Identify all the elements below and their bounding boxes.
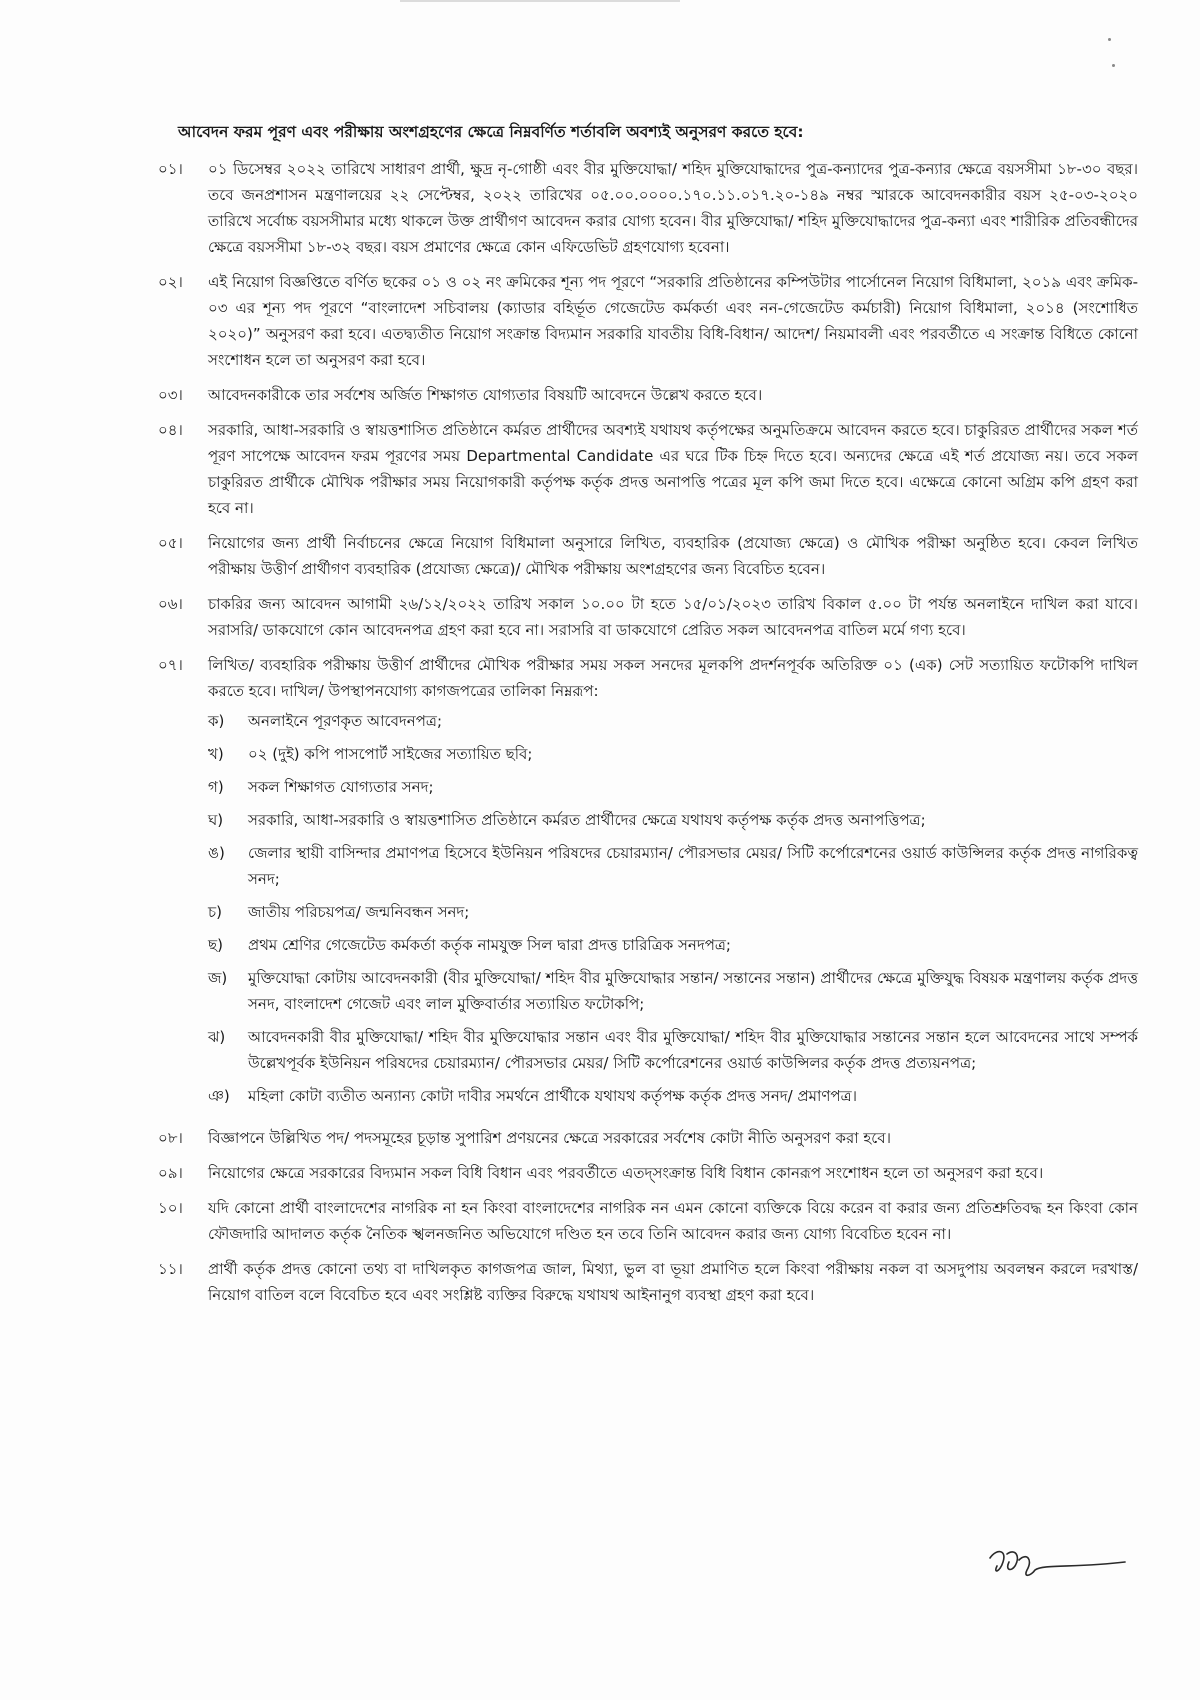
checklist-item-label: খ): [208, 745, 224, 763]
clause-text: লিখিত/ ব্যবহারিক পরীক্ষায় উত্তীর্ণ প্রার্থীদের মৌখিক পরীক্ষার সময় সকল সনদের মূলকপি প্রদর্শনপূর্বক অতিরিক্ত ০১ (এক) সেট সত্যায়িত ফটোকপি দাখিল করতে হবে। দাখিল/ উপস্থাপনযোগ্য কাগজপত্রের তালিকা নিম্নরূপ:: [208, 656, 1138, 700]
checklist-item-text: সরকারি, আধা-সরকারি ও স্বায়ত্তশাসিত প্রতিষ্ঠানে কর্মরত প্রার্থীদের ক্ষেত্রে যথাযথ কর্তৃপক্ষ কর্তৃক প্রদত্ত অনাপত্তিপত্র;: [248, 811, 926, 829]
clause-item: [158, 269, 1138, 373]
clause-number: ০৮।: [158, 1129, 183, 1147]
checklist-item: [208, 774, 1138, 800]
clause-body: [208, 530, 1138, 582]
checklist-item-text: অনলাইনে পূরণকৃত আবেদনপত্র;: [248, 712, 443, 730]
checklist-item-label: ঙ): [208, 844, 225, 862]
clause-number: ১১।: [158, 1260, 183, 1278]
clause-item: [158, 417, 1138, 521]
clause-text: আবেদনকারীকে তার সর্বশেষ অর্জিত শিক্ষাগত যোগ্যতার বিষয়টি আবেদনে উল্লেখ করতে হবে।: [208, 386, 763, 404]
clause-number: ০৪।: [158, 421, 183, 439]
clause-text: যদি কোনো প্রার্থী বাংলাদেশের নাগরিক না হন কিংবা বাংলাদেশের নাগরিক নন এমন কোনো ব্যক্তিকে বিয়ে করেন বা করার জন্য প্রতিশ্রুতিবদ্ধ হন কিংবা কোন ফৌজদারি আদালত কর্তৃক নৈতিক স্খলনজনিত অভিযোগে দণ্ডিত হন তবে তিনি আবেদন করার জন্য যোগ্য বিবেচিত হবেন না।: [208, 1199, 1138, 1243]
clause-body: [208, 1195, 1138, 1247]
clause-body: [208, 156, 1138, 260]
signature-mark: [985, 1540, 1135, 1590]
checklist-item-label: ঞ): [208, 1087, 230, 1105]
clause-item: [158, 1256, 1138, 1308]
clause-text: ০১ ডিসেম্বর ২০২২ তারিখে সাধারণ প্রার্থী, ক্ষুদ্র নৃ-গোষ্ঠী এবং বীর মুক্তিযোদ্ধা/ শহিদ মুক্তিযোদ্ধাদের পুত্র-কন্যাদের পুত্র-কন্যার ক্ষেত্রে বয়সসীমা ১৮-৩০ বছর। তবে জনপ্রশাসন মন্ত্রণালয়ের ২২ সেপ্টেম্বর, ২০২২ তারিখের ০৫.০০.০০০০.১৭০.১১.০১৭.২০-১৪৯ নম্বর স্মারকে আবেদনকারীর বয়স ২৫-০৩-২০২০ তারিখে সর্বোচ্চ বয়সসীমার মধ্যে থাকলে উক্ত প্রার্থীগণ আবেদন করার যোগ্য হবেন। বীর মুক্তিযোদ্ধা/ শহিদ মুক্তিযোদ্ধাদের পুত্র-কন্যা এবং শারীরিক প্রতিবন্ধীদের ক্ষেত্রে বয়সসীমা ১৮-৩২ বছর। বয়স প্রমাণের ক্ষেত্রে কোন এফিডেভিট গ্রহণযোগ্য হবেনা।: [208, 160, 1138, 256]
checklist-item: [208, 741, 1138, 767]
checklist-item: [208, 807, 1138, 833]
document-checklist: [208, 708, 1138, 1109]
clause-text: সরকারি, আধা-সরকারি ও স্বায়ত্তশাসিত প্রতিষ্ঠানে কর্মরত প্রার্থীদের অবশ্যই যথাযথ কর্তৃপক্ষের অনুমতিক্রমে আবেদন করতে হবে। চাকুরিরত প্রার্থীদের সকল শর্ত পূরণ সাপেক্ষে আবেদন ফরম পূরণের সময় Departmental Candidate এর ঘরে টিক চিহ্ন দিতে হবে। অন্যদের ক্ষেত্রে এই শর্ত প্রযোজ্য নয়। তবে সকল চাকুরিরত প্রার্থীকে মৌখিক পরীক্ষার সময় নিয়োগকারী কর্তৃপক্ষ কর্তৃক প্রদত্ত অনাপত্তি পত্রের মূল কপি জমা দিতে হবে। এক্ষেত্রে কোনো অগ্রিম কপি গ্রহণ করা হবে না।: [208, 421, 1138, 517]
clause-text: নিয়োগের ক্ষেত্রে সরকারের বিদ্যমান সকল বিধি বিধান এবং পরবর্তীতে এতদ্সংক্রান্ত বিধি বিধান কোনরূপ সংশোধন হলে তা অনুসরণ করা হবে।: [208, 1164, 1044, 1182]
clause-body: [208, 1256, 1138, 1308]
clause-number: ০১।: [158, 160, 183, 178]
clause-item: [158, 1195, 1138, 1247]
clause-number: ০৫।: [158, 534, 183, 552]
clause-body: [208, 1125, 1138, 1151]
clause-item: [158, 156, 1138, 260]
scan-speck: [1108, 38, 1111, 41]
checklist-item-label: ক): [208, 712, 225, 730]
clause-number: ০৬।: [158, 595, 183, 613]
clause-text: চাকরির জন্য আবেদন আগামী ২৬/১২/২০২২ তারিখ সকাল ১০.০০ টা হতে ১৫/০১/২০২৩ তারিখ বিকাল ৫.০০ টা পর্যন্ত অনলাইনে দাখিল করা যাবে। সরাসরি/ ডাকযোগে কোন আবেদনপত্র গ্রহণ করা হবে না। সরাসরি বা ডাকযোগে প্রেরিত সকল আবেদনপত্র বাতিল মর্মে গণ্য হবে।: [208, 595, 1138, 639]
scan-speck: [1112, 64, 1115, 67]
checklist-item-label: ঘ): [208, 811, 224, 829]
scan-top-mark: [400, 0, 680, 8]
clause-item: [158, 382, 1138, 408]
checklist-item: [208, 1024, 1138, 1076]
checklist-item: [208, 932, 1138, 958]
checklist-item-text: মহিলা কোটা ব্যতীত অন্যান্য কোটা দাবীর সমর্থনে প্রার্থীকে যথাযথ কর্তৃপক্ষ কর্তৃক প্রদত্ত সনদ/ প্রমাণপত্র।: [248, 1087, 857, 1105]
clause-text: এই নিয়োগ বিজ্ঞপ্তিতে বর্ণিত ছকের ০১ ও ০২ নং ক্রমিকের শূন্য পদ পূরণে “সরকারি প্রতিষ্ঠানের কম্পিউটার পার্সোনেল নিয়োগ বিধিমালা, ২০১৯ এবং ক্রমিক- ০৩ এর শূন্য পদ পূরণে “বাংলাদেশ সচিবালয় (ক্যাডার বহির্ভূত গেজেটেড কর্মকর্তা এবং নন-গেজেটেড কর্মচারী) নিয়োগ বিধিমালা, ২০১৪ (সংশোধিত ২০২০)” অনুসরণ করা হবে। এতদ্ব্যতীত নিয়োগ সংক্রান্ত বিদ্যমান সরকারি যাবতীয় বিধি-বিধান/ আদেশ/ নিয়মাবলী এবং পরবর্তীতে এ সংক্রান্ত বিধিতে কোনো সংশোধন হলে তা অনুসরণ করা হবে।: [208, 273, 1138, 369]
checklist-item-text: আবেদনকারী বীর মুক্তিযোদ্ধা/ শহিদ বীর মুক্তিযোদ্ধার সন্তান এবং বীর মুক্তিযোদ্ধা/ শহিদ বীর মুক্তিযোদ্ধার সন্তানের সন্তান হলে আবেদনের সাথে সম্পর্ক উল্লেখপূর্বক ইউনিয়ন পরিষদের চেয়ারম্যান/ পৌরসভার মেয়র/ সিটি কর্পোরেশনের ওয়ার্ড কাউন্সিলর কর্তৃক প্রদত্ত প্রত্যয়নপত্র;: [248, 1028, 1138, 1072]
checklist-item: [208, 1083, 1138, 1109]
clause-item: [158, 1160, 1138, 1186]
clause-number: ১০।: [158, 1199, 183, 1217]
checklist-item-label: ছ): [208, 936, 223, 954]
clause-body: [208, 591, 1138, 643]
checklist-item-text: ০২ (দুই) কপি পাসপোর্ট সাইজের সত্যায়িত ছবি;: [248, 745, 533, 763]
checklist-item-label: গ): [208, 778, 224, 796]
checklist-item: [208, 840, 1138, 892]
checklist-item-label: চ): [208, 903, 222, 921]
checklist-item-label: জ): [208, 969, 228, 987]
checklist-item-text: প্রথম শ্রেণির গেজেটেড কর্মকর্তা কর্তৃক নামযুক্ত সিল দ্বারা প্রদত্ত চারিত্রিক সনদপত্র;: [248, 936, 731, 954]
clause-item: [158, 652, 1138, 1116]
checklist-item-text: জাতীয় পরিচয়পত্র/ জন্মনিবন্ধন সনদ;: [248, 903, 470, 921]
checklist-item-text: জেলার স্থায়ী বাসিন্দার প্রমাণপত্র হিসেবে ইউনিয়ন পরিষদের চেয়ারম্যান/ পৌরসভার মেয়র/ সিটি কর্পোরেশনের ওয়ার্ড কাউন্সিলর কর্তৃক প্রদত্ত নাগরিকত্ব সনদ;: [248, 844, 1138, 888]
checklist-item: [208, 708, 1138, 734]
checklist-item-text: মুক্তিযোদ্ধা কোটায় আবেদনকারী (বীর মুক্তিযোদ্ধা/ শহিদ বীর মুক্তিযোদ্ধার সন্তান/ সন্তানের সন্তান) প্রার্থীদের ক্ষেত্রে মুক্তিযুদ্ধ বিষয়ক মন্ত্রণালয় কর্তৃক প্রদত্ত সনদ, বাংলাদেশ গেজেট এবং লাল মুক্তিবার্তার সত্যায়িত ফটোকপি;: [248, 969, 1138, 1013]
clause-body: [208, 417, 1138, 521]
clause-number: ০৯।: [158, 1164, 183, 1182]
clause-item: [158, 530, 1138, 582]
clause-item: [158, 591, 1138, 643]
checklist-item: [208, 899, 1138, 925]
clause-text: বিজ্ঞাপনে উল্লিখিত পদ/ পদসমূহের চূড়ান্ত সুপারিশ প্রণয়নের ক্ষেত্রে সরকারের সর্বশেষ কোটা নীতি অনুসরণ করা হবে।: [208, 1129, 891, 1147]
conditions-list: [158, 156, 1138, 1317]
checklist-item: [208, 965, 1138, 1017]
clause-body: [208, 652, 1138, 1116]
clause-item: [158, 1125, 1138, 1151]
clause-text: নিয়োগের জন্য প্রার্থী নির্বাচনের ক্ষেত্রে নিয়োগ বিধিমালা অনুসারে লিখিত, ব্যবহারিক (প্রযোজ্য ক্ষেত্রে) ও মৌখিক পরীক্ষা অনুষ্ঠিত হবে। কেবল লিখিত পরীক্ষায় উত্তীর্ণ প্রার্থীগণ ব্যবহারিক (প্রযোজ্য ক্ষেত্রে)/ মৌখিক পরীক্ষায় অংশগ্রহণের জন্য বিবেচিত হবেন।: [208, 534, 1138, 578]
checklist-item-label: ঝ): [208, 1028, 226, 1046]
clause-body: [208, 382, 1138, 408]
conditions-heading: আবেদন ফরম পূরণ এবং পরীক্ষায় অংশগ্রহণের ক্ষেত্রে নিম্নবর্ণিত শর্তাবলি অবশ্যই অনুসরণ করতে হবে:: [178, 123, 804, 141]
clause-number: ০৭।: [158, 656, 183, 674]
signature: [985, 1540, 1135, 1590]
clause-text: প্রার্থী কর্তৃক প্রদত্ত কোনো তথ্য বা দাখিলকৃত কাগজপত্র জাল, মিথ্যা, ভুল বা ভূয়া প্রমাণিত হলে কিংবা পরীক্ষায় নকল বা অসদুপায় অবলম্বন করলে দরখাস্ত/ নিয়োগ বাতিল বলে বিবেচিত হবে এবং সংশ্লিষ্ট ব্যক্তির বিরুদ্ধে যথাযথ আইনানুগ ব্যবস্থা গ্রহণ করা হবে।: [208, 1260, 1138, 1304]
checklist-item-text: সকল শিক্ষাগত যোগ্যতার সনদ;: [248, 778, 434, 796]
clause-body: [208, 1160, 1138, 1186]
clause-body: [208, 269, 1138, 373]
clause-number: ০২।: [158, 273, 183, 291]
clause-number: ০৩।: [158, 386, 183, 404]
